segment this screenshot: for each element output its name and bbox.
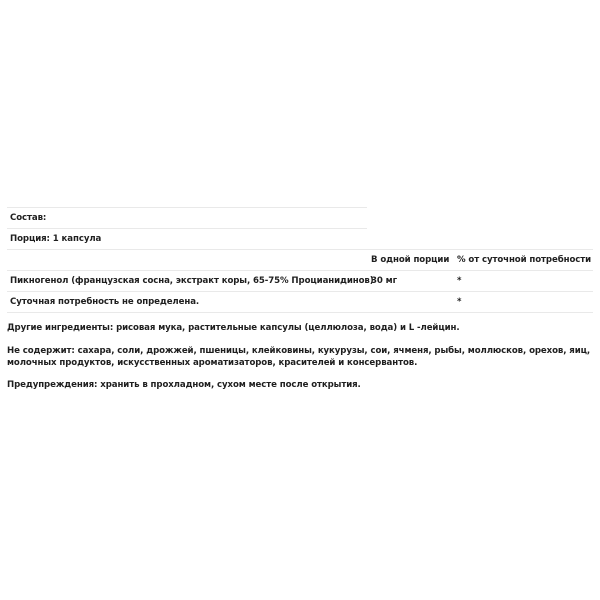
does-not-contain-line-2: молочных продуктов, искусственных ароматизаторов, красителей и консервантов. bbox=[7, 357, 418, 368]
daily-value-header: % от суточной потребности bbox=[457, 255, 592, 265]
per-serving-header: В одной порции bbox=[371, 255, 450, 265]
does-not-contain-line-1: Не содержит: сахара, соли, дрожжей, пшеницы, клейковины, кукурузы, сои, ячменя, рыбы, моллюсков, орехов, яиц, bbox=[7, 346, 591, 356]
table-row bbox=[7, 291, 593, 313]
ingredient-daily-value: * bbox=[457, 276, 462, 286]
composition-row bbox=[7, 207, 367, 228]
ingredient-name: Пикногенол (французская сосна, экстракт коры, 65-75% Процианидинов) bbox=[10, 276, 374, 286]
daily-value-note: Суточная потребность не определена. bbox=[10, 297, 200, 307]
other-ingredients: Другие ингредиенты: рисовая мука, растительные капсулы (целлюлоза, вода) и L -лейцин. bbox=[7, 323, 460, 333]
composition-label: Состав: bbox=[10, 213, 47, 223]
ingredient-amount: 30 мг bbox=[371, 276, 397, 286]
supplement-facts-table bbox=[7, 207, 593, 313]
table-row bbox=[7, 270, 593, 291]
serving-row bbox=[7, 228, 367, 249]
ingredient-daily-value: * bbox=[457, 297, 462, 307]
does-not-contain bbox=[7, 346, 593, 369]
serving-label: Порция: 1 капсула bbox=[10, 234, 102, 244]
column-header-row bbox=[7, 249, 593, 270]
warnings: Предупреждения: хранить в прохладном, сухом месте после открытия. bbox=[7, 380, 361, 390]
